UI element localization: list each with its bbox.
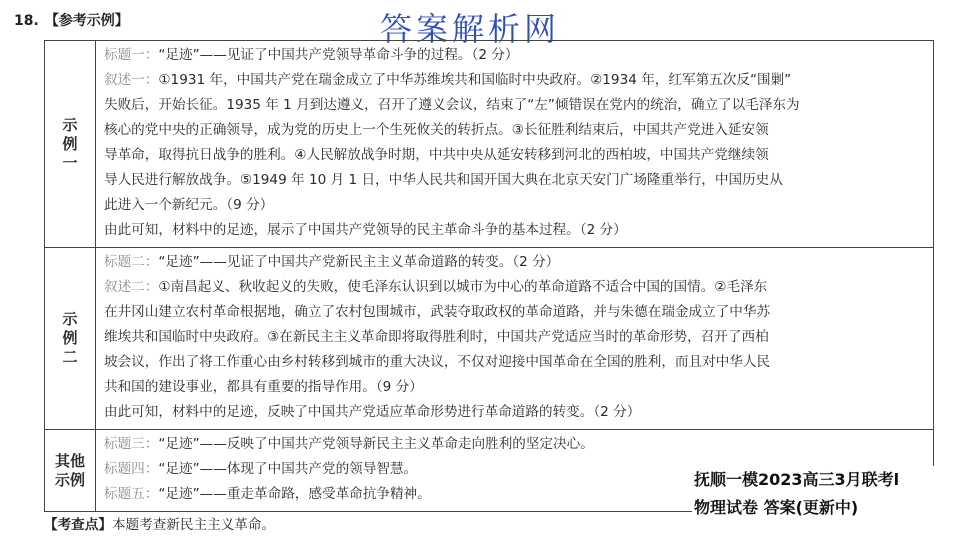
narrative-line: 坡会议，作出了将工作重心由乡村转移到城市的重大决议，不仅对迎接中国革命在全国的胜利，而且对中华人民: [104, 354, 771, 370]
label-text: 示例: [54, 470, 85, 489]
example-two-row: [45, 248, 934, 430]
narrative-line: 共和国的建设事业，都具有重要的指导作用。（9 分）: [104, 379, 423, 395]
title-text: “足迹”——见证了中国共产党新民主主义革命道路的转变。（2 分）: [158, 254, 560, 270]
title-label: 标题四：: [104, 461, 159, 477]
title-text: “足迹”——体现了中国共产党的领导智慧。: [158, 461, 418, 477]
title-label: 标题一：: [104, 47, 159, 63]
other-examples-label: [45, 430, 96, 512]
question-header: [14, 10, 129, 30]
title-two: [104, 250, 925, 275]
answer-table: [44, 40, 934, 512]
narrative-line: 维埃共和国临时中央政府。③在新民主主义革命即将取得胜利时，中国共产党适应当时的革命形势，召开了西柏: [104, 329, 769, 345]
title-label: 标题三：: [104, 436, 159, 452]
label-char: 示: [62, 310, 78, 328]
title-three: [104, 432, 925, 457]
exam-point-text: 本题考查新民主主义革命。: [111, 517, 276, 533]
narrative-line: 失败后，开始长征。1935 年 1 月到达遵义，召开了遵义会议，结束了“左”倾错误在党内的统治，确立了以毛泽东为: [104, 97, 800, 113]
exam-point: [44, 513, 275, 533]
narrative-line: 在井冈山建立农村革命根据地，确立了农村包围城市，武装夺取政权的革命道路，并与朱德在瑞金成立了中华苏: [104, 304, 771, 320]
example-two-content: [96, 248, 934, 430]
narrative-line: [104, 68, 925, 93]
conclusion-one: 由此可知，材料中的足迹，展示了中国共产党领导的民主革命斗争的基本过程。（2 分）: [104, 222, 627, 238]
narrative-text: ①南昌起义、秋收起义的失败，使毛泽东认识到以城市为中心的革命道路不适合中国的国情。②毛泽东: [158, 279, 768, 295]
overlay-caption: [692, 466, 954, 522]
title-text: “足迹”——见证了中国共产党领导革命斗争的过程。（2 分）: [158, 47, 519, 63]
narrative-line: 导革命，取得抗日战争的胜利。④人民解放战争时期，中共中央从延安转移到河北的西柏坡，中国共产党继续领: [104, 147, 769, 163]
example-two-label: [45, 248, 96, 430]
overlay-line: 物理试卷 答案(更新中): [694, 498, 859, 517]
narrative-line: 此进入一个新纪元。（9 分）: [104, 197, 274, 213]
label-char: 例: [62, 329, 78, 347]
title-text: “足迹”——反映了中国共产党领导新民主主义革命走向胜利的坚定决心。: [158, 436, 594, 452]
title-label: 标题五：: [104, 486, 159, 502]
title-label: 标题二：: [104, 254, 159, 270]
question-number: 18.: [14, 13, 39, 29]
narrative-label: 叙述二：: [104, 279, 159, 295]
narrative-text: ①1931 年，中国共产党在瑞金成立了中华苏维埃共和国临时中央政府。②1934 年，红军第五次反“围剿”: [158, 72, 792, 88]
narrative-line: 核心的党中央的正确领导，成为党的历史上一个生死攸关的转折点。③长征胜利结束后，中国共产党进入延安领: [104, 122, 769, 138]
label-char: 例: [62, 134, 78, 153]
title-one: [104, 43, 925, 68]
exam-point-label: 【考查点】: [44, 517, 112, 533]
label-char: 示: [62, 115, 78, 134]
example-one-content: [96, 41, 934, 248]
label-char: 二: [62, 348, 78, 366]
label-char: 一: [62, 153, 78, 172]
example-one-row: [45, 41, 934, 248]
reference-example-heading: 【参考示例】: [44, 13, 129, 29]
example-one-label: [45, 41, 96, 248]
conclusion-two: 由此可知，材料中的足迹，反映了中国共产党适应革命形势进行革命道路的转变。（2 分）: [104, 404, 641, 420]
narrative-line: 导人民进行解放战争。⑤1949 年 10 月 1 日，中华人民共和国开国大典在北京天安门广场隆重举行，中国历史从: [104, 172, 783, 188]
watermark-text: 答案解析网: [380, 10, 561, 48]
narrative-label: 叙述一：: [104, 72, 159, 88]
label-text: 其他: [54, 451, 85, 470]
narrative-line: [104, 275, 925, 300]
overlay-line: 抚顺一模2023高三3月联考l: [694, 470, 900, 489]
title-text: “足迹”——重走革命路，感受革命抗争精神。: [158, 486, 431, 502]
